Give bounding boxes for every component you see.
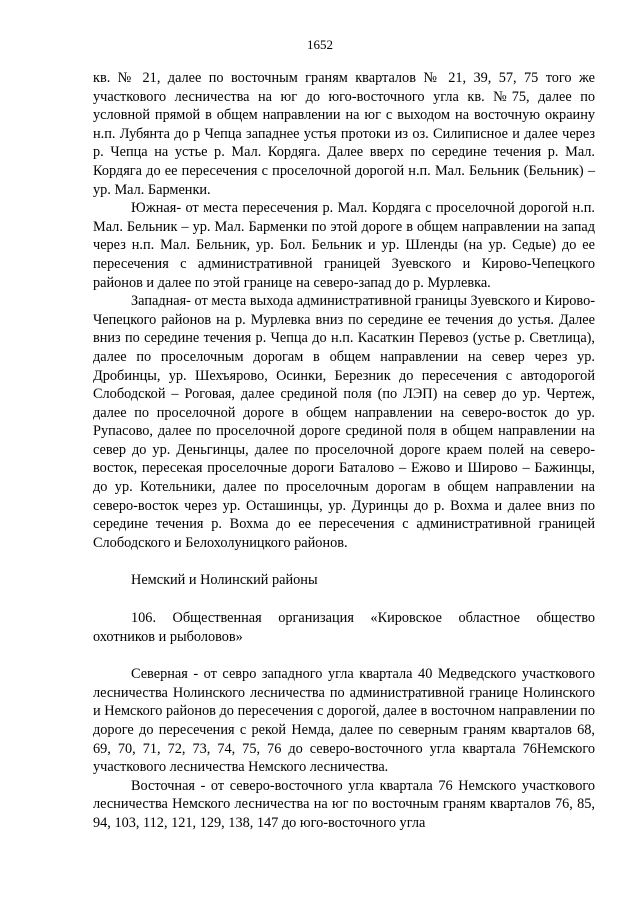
paragraph-west-border: Западная- от места выхода административной границы Зуевского и Кирово-Чепецкого районов на р. Мурлевка вниз по середине ее течения до устья. Далее вниз по середине течения р. Чепца до н.п. Касаткин Перевоз (устье р. Светлица), далее по проселочным дорогам в общем направлении на север через ур. Дробинцы, ур. Шехъярово, Осинки, Березник до пересечения с автодорогой Слободской – Роговая, далее срединой поля (по ЛЭП) на север до ур. Чертеж, далее по проселочной дороге в общем направлении на северо-восток до ур. Рупасово, далее по проселочной дороге срединой поля в общем направлении на север до ур. Деньгинцы, далее по проселочной дороге краем полей на северо-восток, пересекая проселочные дороги Баталово – Ежово и Широво – Бажинцы, до ур. Котельники, далее по проселочным дорогам в общем направлении на северо-восток через ур. Осташинцы, ур. Дуринцы до р. Вохма и далее вниз по середине течения р. Вохма до ее пересечения с административной границей Слободского и Белохолуницкого районов. — [93, 293, 595, 551]
document-body — [93, 69, 595, 833]
section-heading-districts: Немский и Нолинский районы — [131, 572, 318, 589]
paragraph-east-border: Восточная - от северо-восточного угла квартала 76 Немского участкового лесничества Немского лесничества на юг по восточным граням кварталов 76, 85, 94, 103, 112, 121, 129, 138, 147 до юго-восточного угла — [93, 777, 595, 831]
paragraph-south-border: Южная- от места пересечения р. Мал. Кордяга с проселочной дорогой н.п. Мал. Бельник – ур. Мал. Барменки по этой дороге в общем направлении на запад через н.п. Мал. Бельник, ур. Бол. Бельник и ур. Шленды (на ур. Седые) до ее пересечения с административной границей Зуевского и Кирово-Чепецкого районов и далее по этой границе на северо-запад до р. Мурлевка. — [93, 200, 595, 291]
organization-heading: 106. Общественная организация «Кировское областное общество охотников и рыболовов» — [93, 610, 595, 645]
paragraph-north-continued: кв. № 21, далее по восточным граням кварталов № 21, 39, 57, 75 того же участкового лесничества на юг до юго-восточного угла кв. №75, далее по условной прямой в общем направлении на юг с выходом на восточную окраину н.п. Лубянта до р Чепца западнее устья протоки из оз. Силиписное и далее через р. Чепца на устье р. Мал. Кордяга. Далее вверх по середине течения р. Мал. Кордяга до ее пересечения с проселочной дорогой н.п. Мал. Бельник (Бельник) – ур. Мал. Барменки. — [93, 70, 595, 198]
paragraph-north-border: Северная - от севро западного угла квартала 40 Медведского участкового лесничества Нолинского лесничества по административной границе Нолинского и Немского районов до пересечения с дорогой, далее в восточном направлении по дороге до пересечения с рекой Немда, далее по северным граням кварталов 68, 69, 70, 71, 72, 73, 74, 75, 76 до северо-восточного угла квартала 76Немского участкового лесничества Немского лесничества. — [93, 666, 595, 776]
page-number: 1652 — [307, 37, 333, 52]
